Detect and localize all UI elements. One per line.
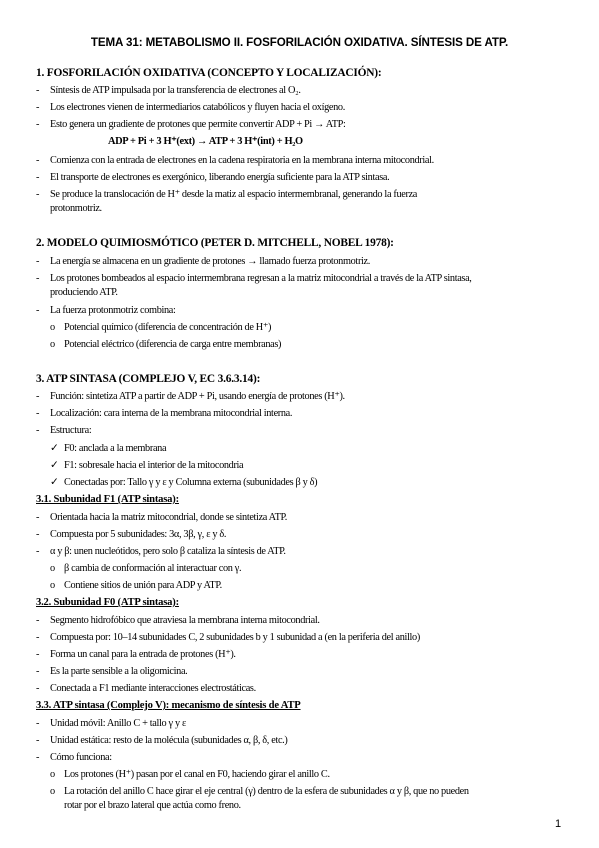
dash-bullet: - bbox=[36, 683, 40, 694]
dash-bullet: - bbox=[36, 512, 40, 523]
dash-bullet: - bbox=[36, 425, 40, 436]
sub-list-item: Potencial eléctrico (diferencia de carga entre membranas) bbox=[64, 339, 282, 350]
sub-list-item-continuation: rotar por el brazo lateral que actúa como freno. bbox=[64, 800, 241, 811]
list-item: La energía se almacena en un gradiente de protones → llamado fuerza protonmotriz. bbox=[50, 256, 370, 267]
dash-bullet: - bbox=[36, 256, 40, 267]
list-item: Es la parte sensible a la oligomicina. bbox=[50, 666, 188, 677]
section-heading-atp-sintasa: 3. ATP SINTASA (COMPLEJO V, EC 3.6.3.14): bbox=[36, 373, 261, 385]
list-item: Compuesta por 5 subunidades: 3α, 3β, γ, ε y δ. bbox=[50, 529, 227, 540]
subsection-heading-mecanismo: 3.3. ATP sintasa (Complejo V): mecanismo de síntesis de ATP bbox=[36, 700, 301, 711]
list-item: Unidad móvil: Anillo C + tallo γ y ε bbox=[50, 718, 186, 729]
check-icon: ✓ bbox=[50, 443, 59, 454]
list-item: La fuerza protonmotriz combina: bbox=[50, 305, 176, 316]
dash-bullet: - bbox=[36, 735, 40, 746]
circle-bullet: o bbox=[50, 580, 56, 591]
list-item: α y β: unen nucleótidos, pero solo β cataliza la síntesis de ATP. bbox=[50, 546, 286, 557]
list-item: El transporte de electrones es exergónico, liberando energía suficiente para la ATP sintasa. bbox=[50, 172, 390, 183]
dash-bullet: - bbox=[36, 718, 40, 729]
sub-list-item: F0: anclada a la membrana bbox=[64, 443, 167, 454]
dash-bullet: - bbox=[36, 666, 40, 677]
list-item: Estructura: bbox=[50, 425, 92, 436]
dash-bullet: - bbox=[36, 752, 40, 763]
sub-list-item: Potencial químico (diferencia de concentración de H⁺) bbox=[64, 322, 272, 333]
dash-bullet: - bbox=[36, 273, 40, 284]
list-item: Función: sintetiza ATP a partir de ADP + Pi, usando energía de protones (H⁺). bbox=[50, 391, 345, 402]
circle-bullet: o bbox=[50, 786, 56, 797]
check-icon: ✓ bbox=[50, 477, 59, 488]
list-item-continuation: protonmotriz. bbox=[50, 203, 102, 214]
dash-bullet: - bbox=[36, 632, 40, 643]
list-item: Conectada a F1 mediante interacciones electrostáticas. bbox=[50, 683, 256, 694]
dash-bullet: - bbox=[36, 119, 40, 130]
subsection-heading-f0: 3.2. Subunidad F0 (ATP sintasa): bbox=[36, 597, 179, 608]
dash-bullet: - bbox=[36, 305, 40, 316]
list-item: Los protones bombeados al espacio intermembrana regresan a la matriz mitocondrial a través de la ATP sintasa, bbox=[50, 273, 472, 284]
check-icon: ✓ bbox=[50, 460, 59, 471]
dash-bullet: - bbox=[36, 85, 40, 96]
dash-bullet: - bbox=[36, 546, 40, 557]
list-item: Cómo funciona: bbox=[50, 752, 112, 763]
list-item: Segmento hidrofóbico que atraviesa la membrana interna mitocondrial. bbox=[50, 615, 320, 626]
sub-list-item: Contiene sitios de unión para ADP y ATP. bbox=[64, 580, 222, 591]
dash-bullet: - bbox=[36, 529, 40, 540]
circle-bullet: o bbox=[50, 339, 56, 350]
sub-list-item: La rotación del anillo C hace girar el eje central (γ) dentro de la esfera de subunidades α y β, que no pueden bbox=[64, 786, 469, 797]
circle-bullet: o bbox=[50, 769, 56, 780]
sub-list-item: β cambia de conformación al interactuar con γ. bbox=[64, 563, 242, 574]
dash-bullet: - bbox=[36, 172, 40, 183]
sub-list-item: Conectadas por: Tallo γ y ε y Columna externa (subunidades β y δ) bbox=[64, 477, 318, 488]
dash-bullet: - bbox=[36, 102, 40, 113]
equation: ADP + Pi + 3 H⁺(ext) → ATP + 3 H⁺(int) + H₂O bbox=[108, 136, 303, 147]
circle-bullet: o bbox=[50, 563, 56, 574]
dash-bullet: - bbox=[36, 649, 40, 660]
list-item: Compuesta por: 10–14 subunidades C, 2 subunidades b y 1 subunidad a (en la periferia del anillo) bbox=[50, 632, 420, 643]
list-item: Forma un canal para la entrada de protones (H⁺). bbox=[50, 649, 236, 660]
list-item: Esto genera un gradiente de protones que permite convertir ADP + Pi → ATP: bbox=[50, 119, 346, 130]
section-heading-fosforilacion: 1. FOSFORILACIÓN OXIDATIVA (CONCEPTO Y LOCALIZACIÓN): bbox=[36, 67, 382, 79]
sub-list-item: F1: sobresale hacia el interior de la mitocondria bbox=[64, 460, 244, 471]
dash-bullet: - bbox=[36, 408, 40, 419]
dash-bullet: - bbox=[36, 391, 40, 402]
list-item: Los electrones vienen de intermediarios catabólicos y fluyen hacia el oxígeno. bbox=[50, 102, 345, 113]
list-item: Comienza con la entrada de electrones en la cadena respiratoria en la membrana interna mitocondrial. bbox=[50, 155, 434, 166]
list-item: Se produce la translocación de H⁺ desde la matiz al espacio intermembranal, generando la fuerza bbox=[50, 189, 418, 200]
list-item: Unidad estática: resto de la molécula (subunidades α, β, δ, etc.) bbox=[50, 735, 288, 746]
list-item: Síntesis de ATP impulsada por la transferencia de electrones al O₂. bbox=[50, 85, 301, 96]
circle-bullet: o bbox=[50, 322, 56, 333]
list-item: Orientada hacia la matriz mitocondrial, donde se sintetiza ATP. bbox=[50, 512, 288, 523]
section-heading-modelo: 2. MODELO QUIMIOSMÓTICO (PETER D. MITCHELL, NOBEL 1978): bbox=[36, 237, 394, 249]
list-item-continuation: produciendo ATP. bbox=[50, 287, 118, 298]
dash-bullet: - bbox=[36, 155, 40, 166]
list-item: Localización: cara interna de la membrana mitocondrial interna. bbox=[50, 408, 293, 419]
sub-list-item: Los protones (H⁺) pasan por el canal en F0, haciendo girar el anillo C. bbox=[64, 769, 330, 780]
dash-bullet: - bbox=[36, 189, 40, 200]
page-number: 1 bbox=[555, 818, 562, 830]
document-title: TEMA 31: METABOLISMO II. FOSFORILACIÓN OXIDATIVA. SÍNTESIS DE ATP. bbox=[90, 36, 509, 49]
subsection-heading-f1: 3.1. Subunidad F1 (ATP sintasa): bbox=[36, 494, 179, 505]
dash-bullet: - bbox=[36, 615, 40, 626]
